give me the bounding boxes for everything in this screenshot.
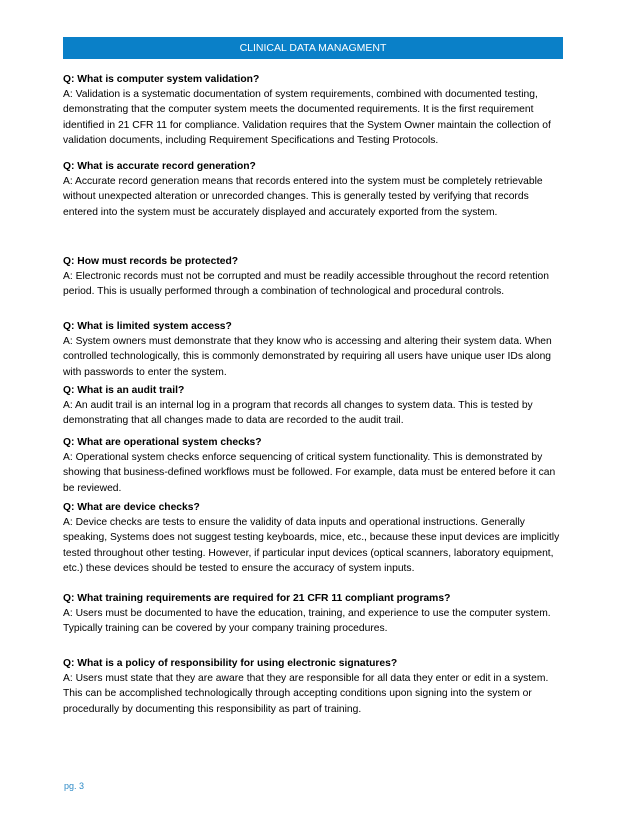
answer: A: Operational system checks enforce sequencing of critical system functionality. This is demonstrated by showing that business-defined workflows must be followed. For example, data must be entered before it can be reviewed. [63,452,556,494]
question: Q: What is computer system validation? [63,74,260,85]
answer: A: Validation is a systematic documentation of system requirements, combined with documented testing, demonstrating that the computer system meets the documented requirements. It is the first requirement identified in 21 CFR 11 for compliance. Validation requires that the System Owner maintain the collection of validation documents, including Requirement Specifications and Testing Protocols. [63,89,551,146]
question: Q: What are operational system checks? [63,437,262,448]
answer: A: System owners must demonstrate that they know who is accessing and altering their system data. When controlled technologically, this is commonly demonstrated by requiring all users have unique user IDs along with passwords to enter the system. [63,336,552,378]
qa-item [63,159,565,220]
qa-item [63,319,565,380]
question: Q: What are device checks? [63,502,200,513]
question: Q: What is an audit trail? [63,385,185,396]
qa-item [63,72,565,148]
answer: A: Accurate record generation means that records entered into the system must be completely retrievable without unexpected alteration or unrecorded changes. This is generally tested by verifying that records entered into the system must be accurately displayed and accurately exported from the system. [63,176,543,218]
qa-item [63,383,565,429]
document-title: CLINICAL DATA MANAGMENT [239,42,387,54]
qa-item [63,435,565,496]
qa-item [63,656,565,717]
question: Q: What is a policy of responsibility for using electronic signatures? [63,658,398,669]
answer: A: Users must be documented to have the education, training, and experience to use the computer system. Typically training can be covered by your company training procedures. [63,608,551,635]
header-bar [63,37,563,59]
answer: A: Users must state that they are aware that they are responsible for all data they enter or edit in a system. This can be accomplished technologically through accepting conditions upon signing into the system or procedurally by documenting this responsibility as part of training. [63,673,549,715]
qa-item [63,254,565,300]
qa-item [63,591,565,637]
answer: A: An audit trail is an internal log in a program that records all changes to system data. This is tested by demonstrating that all changes made to data are recorded to the audit trail. [63,400,533,427]
question: Q: What is accurate record generation? [63,161,256,172]
answer: A: Electronic records must not be corrupted and must be readily accessible throughout the record retention period. This is usually performed through a combination of technological and procedural controls. [63,271,549,298]
question: Q: How must records be protected? [63,256,239,267]
question: Q: What training requirements are required for 21 CFR 11 compliant programs? [63,593,451,604]
answer: A: Device checks are tests to ensure the validity of data inputs and operational instructions. Generally speaking, Systems does not suggest testing keyboards, mice, etc., because these input devices are implicitly tested throughout other testing. However, if particular input devices (optical scanners, laboratory equipment, etc.) these devices should be tested to ensure the accuracy of system inputs. [63,517,560,574]
question: Q: What is limited system access? [63,321,232,332]
page-number: pg. 3 [64,781,85,791]
qa-item [63,500,565,576]
